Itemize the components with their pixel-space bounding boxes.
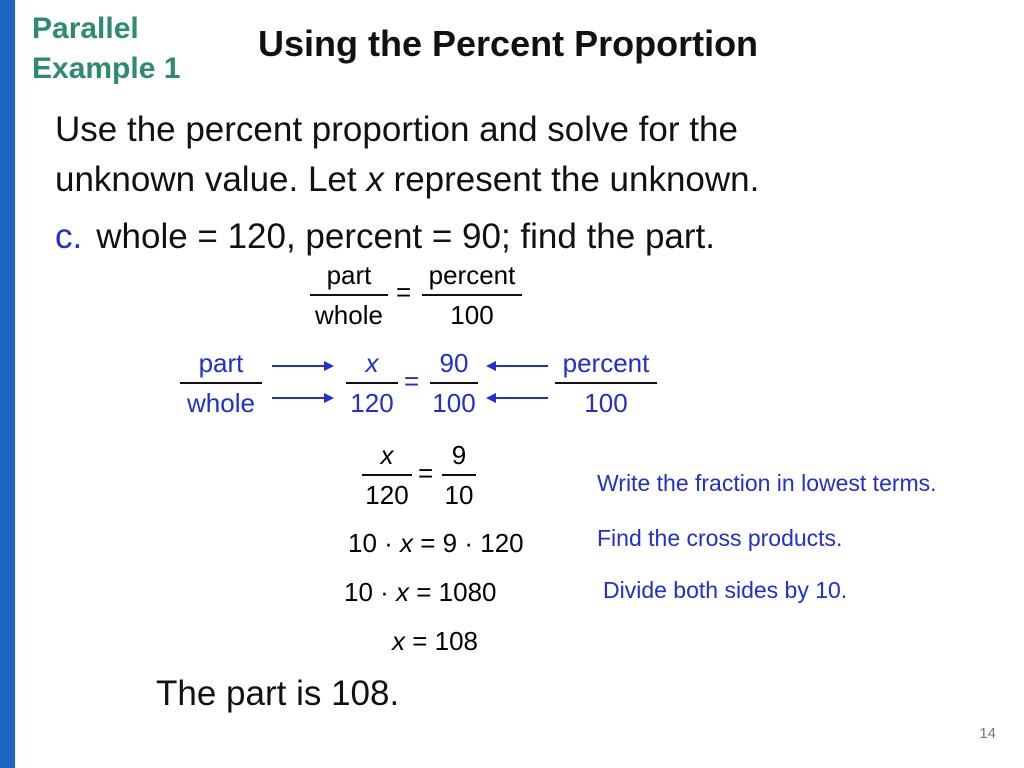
- setup-100: 100: [432, 388, 476, 418]
- label-100: 100: [584, 388, 628, 418]
- general-denominator-left: whole: [315, 300, 383, 330]
- problem-line: [55, 217, 715, 257]
- general-fraction-bar-left: [310, 294, 388, 296]
- instruction-line1: Use the percent proportion and solve for the: [55, 110, 738, 149]
- step1-fraction-bar-right: [442, 474, 476, 476]
- step-solution: [392, 626, 478, 657]
- note-divide: Divide both sides by 10.: [603, 577, 848, 603]
- general-equals: =: [396, 277, 412, 307]
- arrow-right-icon: [270, 358, 336, 408]
- step1-numerator-right: 9: [451, 440, 467, 470]
- conclusion: The part is 108.: [156, 674, 400, 713]
- instruction-line2: [55, 160, 759, 200]
- note-cross-products: Find the cross products.: [597, 525, 843, 551]
- general-numerator-right: percent: [428, 260, 516, 290]
- step2-lhs: 10 ·: [348, 528, 401, 558]
- instruction-line2-start: unknown value. Let: [55, 160, 367, 199]
- instruction-line2-end: represent the unknown.: [383, 160, 760, 199]
- step-product: [344, 577, 497, 608]
- note-lowest-terms: Write the fraction in lowest terms.: [597, 470, 937, 496]
- arrow-left-icon: [484, 358, 550, 408]
- step1-fraction-bar-left: [362, 474, 412, 476]
- sidebar-accent-bar: [0, 0, 15, 768]
- slide-title: Using the Percent Proportion: [258, 23, 759, 64]
- step1-denominator-right: 10: [444, 480, 474, 510]
- step2-rhs: = 9 · 120: [413, 528, 524, 558]
- step-cross-products: [348, 528, 524, 559]
- step1-numerator: x: [380, 440, 394, 470]
- label-fraction-bar-right: [555, 382, 657, 384]
- step3-rhs: = 1080: [409, 577, 497, 607]
- problem-text: whole = 120, percent = 90; find the part.: [96, 217, 715, 256]
- section-label-line1: Parallel: [32, 12, 139, 45]
- page-number: 14: [979, 725, 996, 742]
- setup-fraction-bar-left: [346, 382, 398, 384]
- step1-denominator: 120: [365, 480, 409, 510]
- section-label: [32, 9, 180, 89]
- setup-90: 90: [439, 348, 469, 378]
- setup-fraction-bar-right: [430, 382, 478, 384]
- general-fraction-bar-right: [422, 294, 522, 296]
- step2-variable: x: [400, 528, 414, 558]
- instruction-variable: x: [366, 160, 384, 199]
- setup-equals: =: [404, 366, 420, 396]
- step3-lhs: 10 ·: [344, 577, 397, 607]
- label-fraction-bar-left: [180, 382, 262, 384]
- general-numerator-left: part: [326, 260, 372, 290]
- problem-label: c.: [55, 217, 83, 256]
- step4-variable: x: [392, 626, 405, 656]
- section-label-line2: Example 1: [32, 52, 181, 85]
- step1-equals: =: [418, 458, 434, 488]
- label-part: part: [198, 348, 244, 378]
- step4-rhs: = 108: [405, 626, 479, 656]
- step3-variable: x: [396, 577, 410, 607]
- setup-120: 120: [350, 388, 394, 418]
- general-denominator-right: 100: [450, 300, 494, 330]
- label-whole: whole: [187, 388, 255, 418]
- label-percent: percent: [562, 348, 650, 378]
- setup-x: x: [365, 348, 379, 378]
